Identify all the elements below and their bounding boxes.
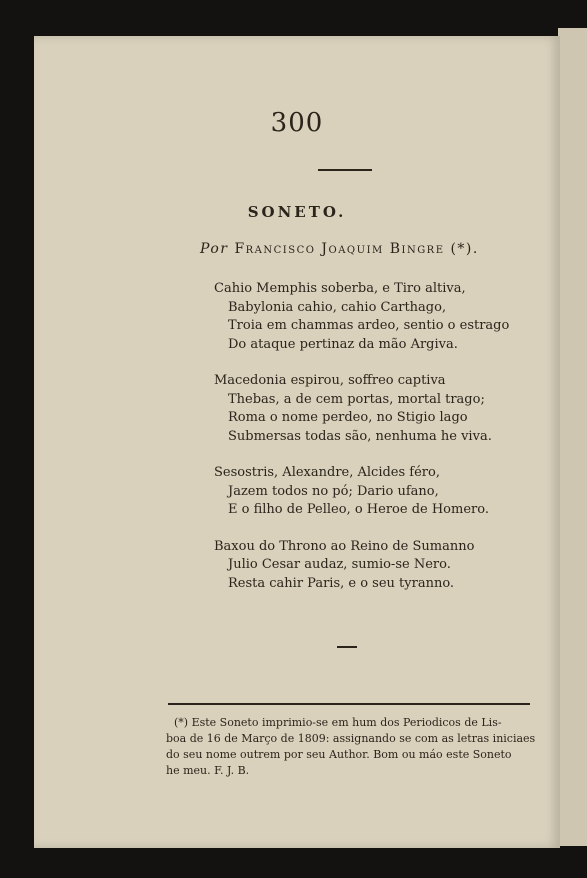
footnote-line: (*) Este Soneto imprimio-se em hum dos Periodicos de Lis- xyxy=(174,716,502,729)
footnote-rule xyxy=(168,703,530,705)
verse-line: Babylonia cahio, cahio Carthago, xyxy=(228,299,447,315)
verse-line: Roma o nome perdeo, no Stigio lago xyxy=(228,410,468,425)
poem-body xyxy=(214,280,509,611)
verse-line: Troia em chammas ardeo, sentio o estrago xyxy=(228,318,510,333)
header-rule xyxy=(318,169,372,171)
author-name: Francisco Joaquim Bingre (*). xyxy=(234,241,479,257)
adjacent-page-edge xyxy=(558,28,587,846)
stanza-1 xyxy=(214,280,509,354)
verse-line: Jazem todos no pó; Dario ufano, xyxy=(228,483,439,499)
verse-line: E o filho de Pelleo, o Heroe de Homero. xyxy=(228,502,489,517)
footnote xyxy=(166,715,541,779)
verse-line: Thebas, a de cem portas, mortal trago; xyxy=(228,391,485,407)
verse-line: Baxou do Throno ao Reino de Sumanno xyxy=(214,538,475,554)
verse-line: Julio Cesar audaz, sumio-se Nero. xyxy=(228,557,451,572)
verse-line: Resta cahir Paris, e o seu tyranno. xyxy=(228,575,455,591)
stanza-3 xyxy=(214,464,509,520)
stanza-2 xyxy=(214,372,509,446)
footnote-line: do seu nome outrem por seu Author. Bom ou máo este Soneto xyxy=(166,748,512,761)
poem-author xyxy=(200,241,479,257)
page-number: 300 xyxy=(270,108,324,138)
verse-line: Sesostris, Alexandre, Alcides féro, xyxy=(214,465,440,480)
stanza-4 xyxy=(214,538,509,594)
author-prefix: Por xyxy=(200,241,229,257)
end-dash xyxy=(337,646,357,648)
footnote-line: boa de 16 de Março de 1809: assignando se com as letras iniciaes xyxy=(166,732,536,745)
verse-line: Macedonia espirou, soffreo captiva xyxy=(214,373,446,388)
verse-line: Cahio Memphis soberba, e Tiro altiva, xyxy=(214,281,466,296)
verse-line: Submersas todas são, nenhuma he viva. xyxy=(228,428,492,444)
verse-line: Do ataque pertinaz da mão Argiva. xyxy=(228,336,458,352)
footnote-line: he meu. F. J. B. xyxy=(166,764,250,777)
book-page xyxy=(34,36,560,848)
poem-title: SONETO. xyxy=(247,203,347,221)
